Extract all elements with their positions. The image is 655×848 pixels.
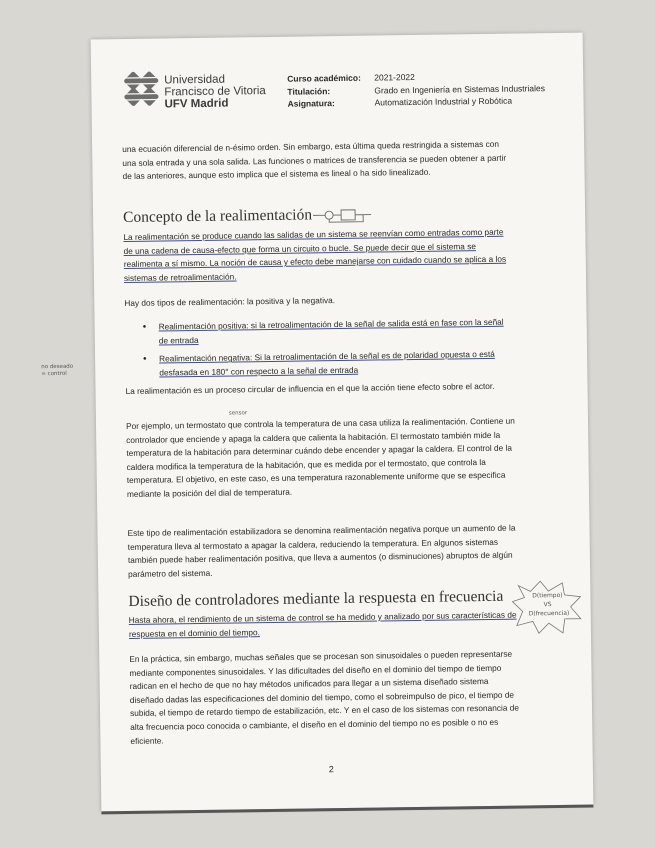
page-number: 2 [328, 764, 334, 775]
burst-line-3: D(frecuencia) [528, 609, 570, 618]
university-line-3: UFV Madrid [164, 97, 229, 111]
margin-note-line-1: no deseado [41, 363, 74, 371]
label-titulacion: Titulación: [287, 85, 331, 97]
burst-line-1: D(tiempo) [532, 591, 563, 600]
value-titulacion: Grado en Ingeniería en Sistemas Industriales [374, 82, 545, 96]
handwritten-sensor-note: sensor [228, 410, 248, 417]
value-curso: 2021-2022 [374, 71, 415, 83]
section1-paragraph-3: La realimentación es un proceso circular de influencia en el que la acción tiene efecto sobre el actor. [125, 380, 495, 397]
page-bottom-edge [101, 805, 593, 815]
margin-handwritten-note [41, 363, 91, 378]
university-line-1: Universidad [164, 73, 226, 87]
section2-paragraph-1: Hasta ahora, el rendimiento de un sistema de control se ha medido y analizado por sus características de respuesta en el dominio del tiempo. [128, 609, 517, 639]
document-page [41, 33, 594, 812]
header-labels [287, 72, 361, 111]
margin-note-line-2: = control [41, 370, 67, 378]
circuit-sketch-icon [311, 206, 373, 225]
university-logo-icon [124, 72, 158, 106]
burst-line-2: VS [543, 601, 552, 609]
label-asignatura: Asignatura: [287, 98, 335, 109]
value-asignatura: Automatización Industrial y Robótica [374, 95, 513, 108]
university-name [164, 73, 266, 110]
section-heading-realimentacion: Concepto de la realimentación [123, 206, 313, 227]
intro-paragraph: una ecuación diferencial de n-ésimo orden. Sin embargo, esta última queda restringida a sistemas con una sola entrada y una sola salida. Las funciones o matrices de transferencia se pueden obtener a partir de las anteriores, aunque esto implica que el sistema es lineal o ha sido linealizado. [122, 138, 507, 182]
university-line-2: Francisco de Vitoria [164, 85, 266, 99]
list-item: • Realimentación positiva: si la retroalimentación de la señal de salida está en fase con la señal de entrada [143, 316, 511, 348]
section1-paragraph-4: Por ejemplo, un termostato que controla la temperatura de una casa utiliza la realimentación. Contiene un controlador que enciende y apaga la caldera que calienta la habitación. El termostato también mide la temperatura de la habitación para determinar cuándo debe encender y apagar la caldera. El control de la caldera modifica la temperatura de la habitación, que es medida por el termostato, que controla la temperatura. El objetivo, en este caso, es una temperatura razonablemente uniforme que se especifica mediante la posición del dial de temperatura. [125, 415, 515, 499]
section1-paragraph-1: La realimentación se produce cuando las salidas de un sistema se reenvían como entradas como parte de una cadena de causa-efecto que forma un circuito o bucle. Se puede decir que el sistema se realimenta a sí mismo. La noción de causa y efecto debe manejarse con cuidado cuando se aplica a los sistemas de retroalimentación. [123, 226, 507, 283]
section1-paragraph-5: Este tipo de realimentación estabilizadora se denomina realimentación negativa porque un aumento de la temperatura lleva al termostato a apagar la caldera, reduciendo la temperatura. En algunos sistemas también puede haber realimentación positiva, que lleva a aumentos (o disminuciones) abruptos de algún parámetro del sistema. [127, 522, 516, 579]
section1-paragraph-2: Hay dos tipos de realimentación: la positiva y la negativa. [124, 295, 336, 309]
section2-paragraph-2: En la práctica, sin embargo, muchas señales que se procesan son sinusoidales o pueden representarse mediante componentes sinusoidales. Y las dificultades del diseño en el dominio del tiempo de tiempo radican en el hecho de que no hay métodos unificados para llegar a un sistema diseñado sistema diseñado dadas las especificaciones del dominio del tiempo, como el sobreimpulso de pico, el tiempo de subida, el tiempo de retardo tiempo de estabilización, etc. Y en el caso de los sistemas con resonancia de alta frecuencia poco conocida o cambiante, el diseño en el dominio del tiempo no es posible o no es eficiente. [129, 648, 520, 746]
header-values [374, 69, 545, 109]
section-heading-diseno: Diseño de controladores mediante la respuesta en frecuencia [128, 587, 504, 610]
feedback-types-list [143, 316, 512, 386]
label-curso: Curso académico: [287, 72, 361, 84]
list-item: • Realimentación negativa: Si la retroalimentación de la señal es de polaridad opuesta o está desfasada en 180° con respecto a la señal de entrada [143, 348, 511, 380]
handwritten-burst-note [510, 579, 583, 641]
